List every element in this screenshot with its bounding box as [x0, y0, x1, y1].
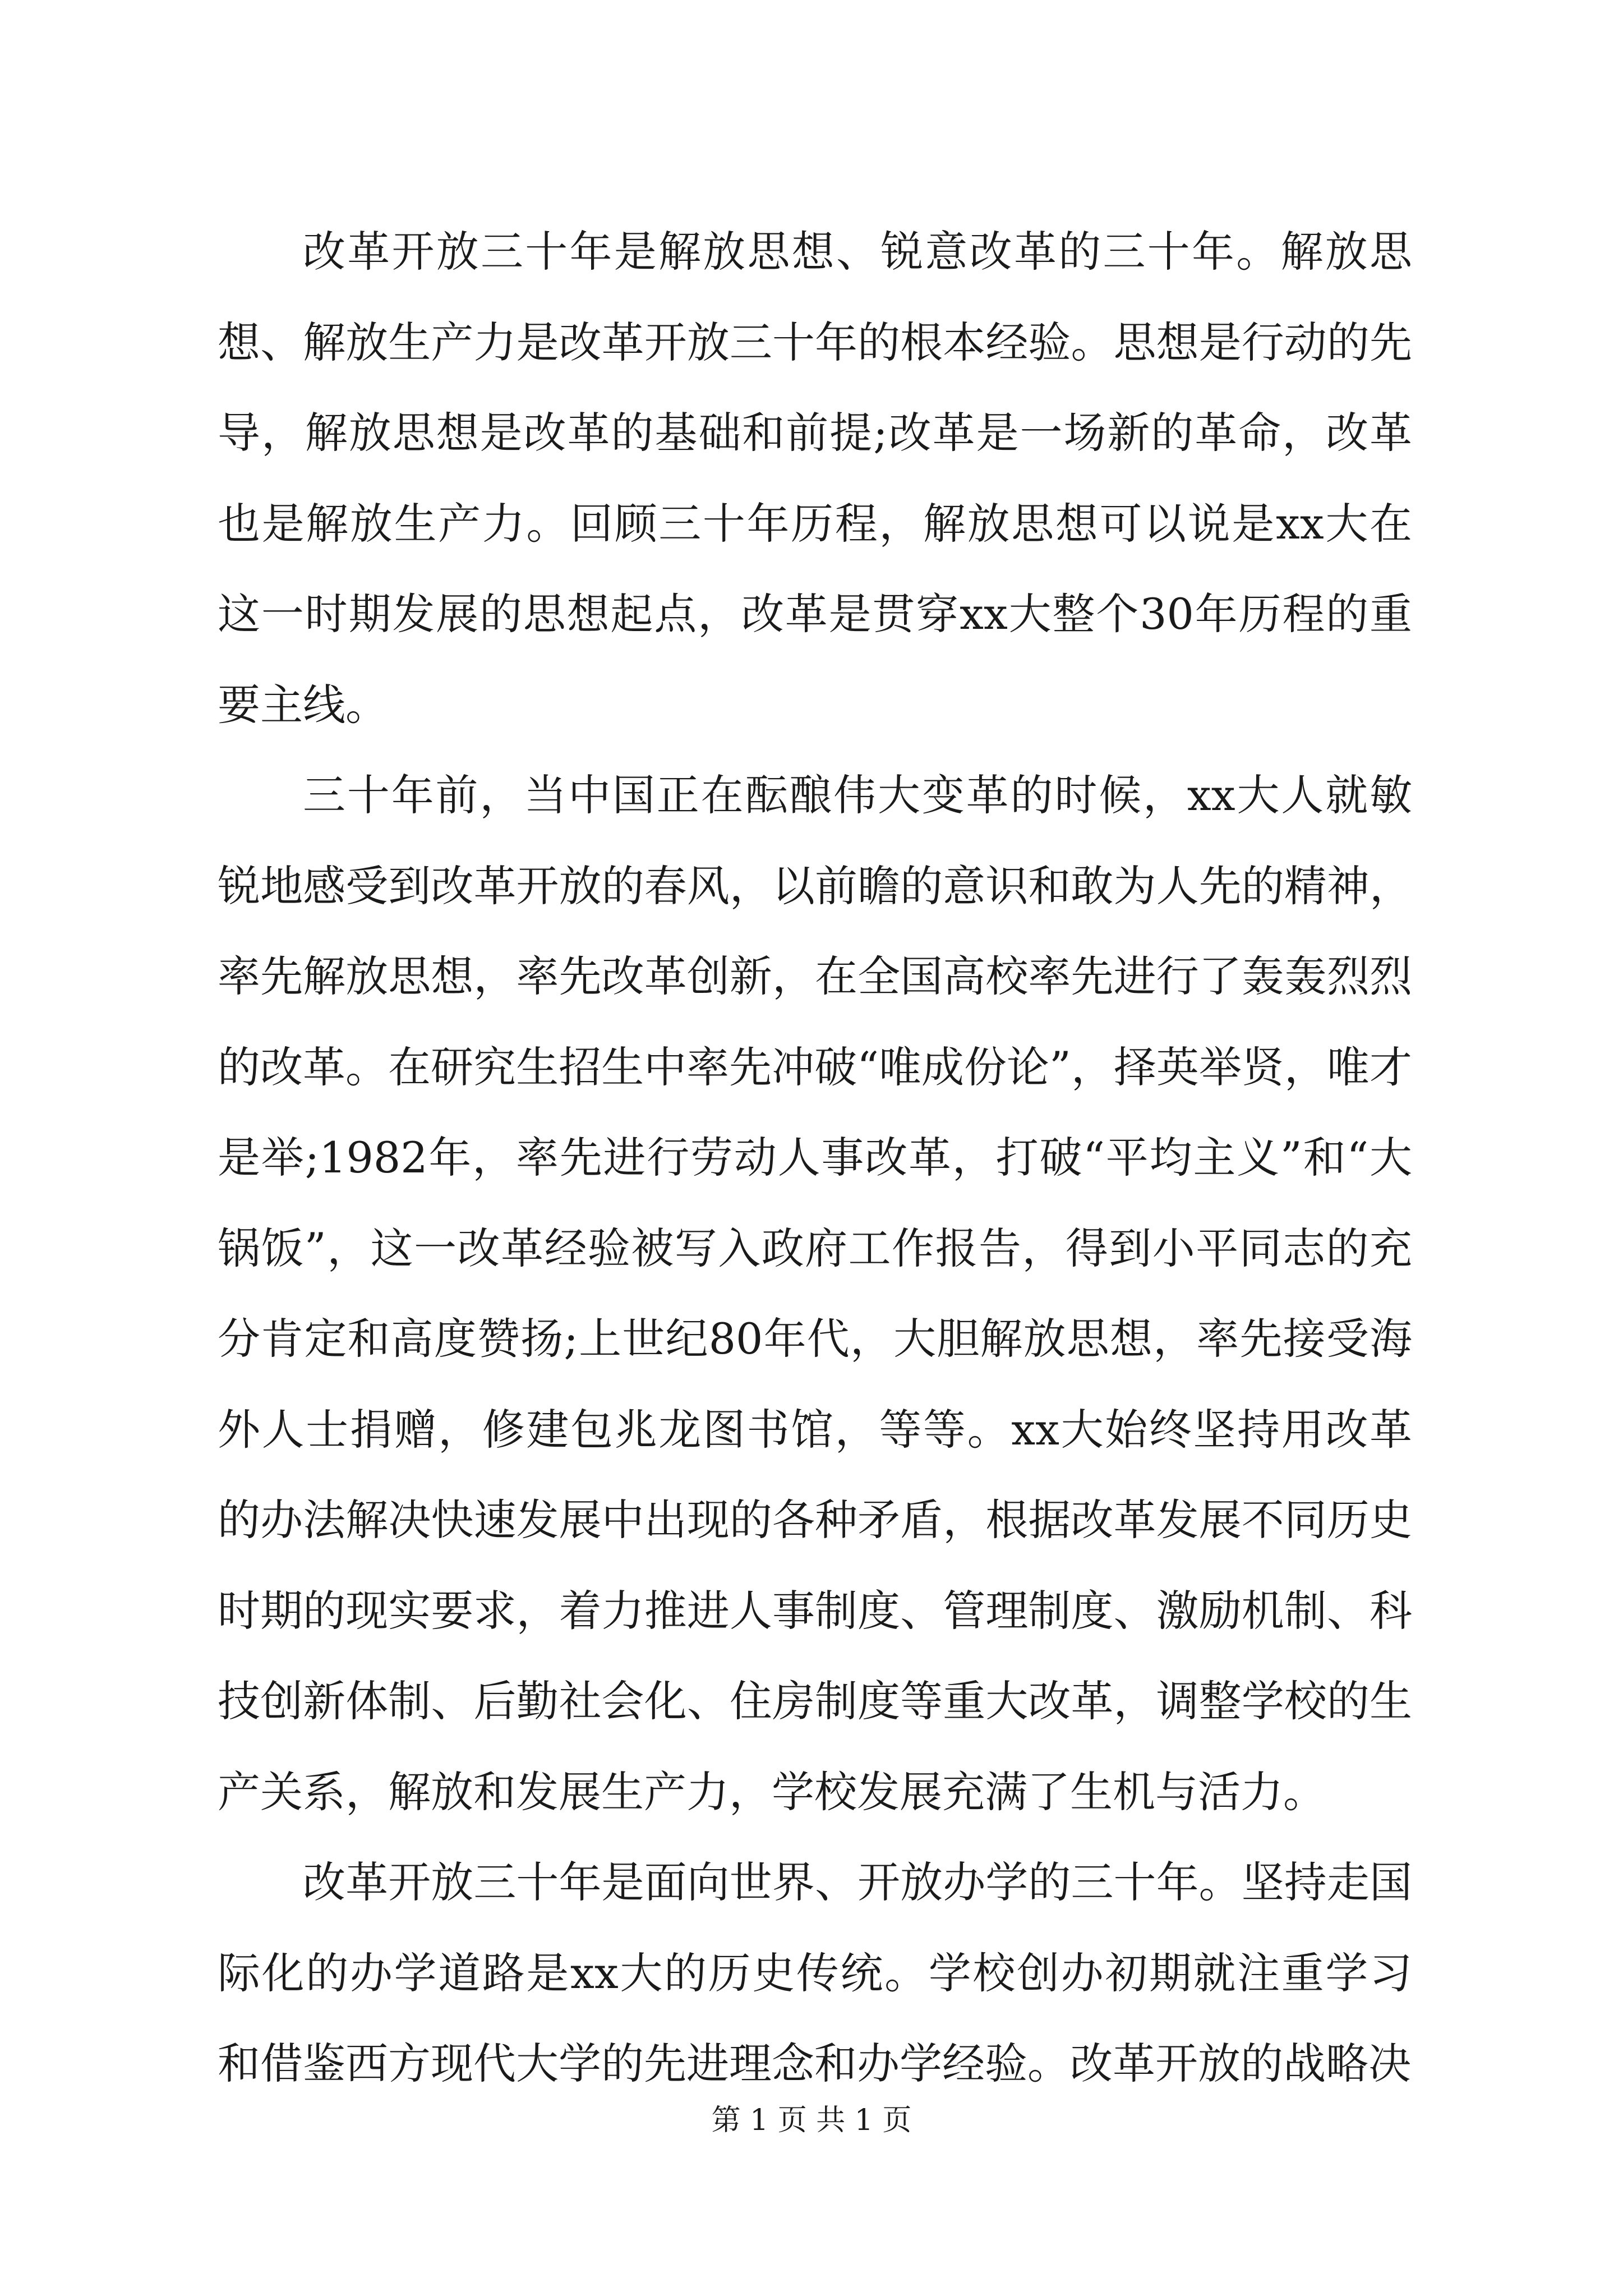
- paragraph-1: 改革开放三十年是解放思想、锐意改革的三十年。解放思想、解放生产力是改革开放三十年的根本经验。思想是行动的先导，解放思想是改革的基础和前提;改革是一场新的革命，改革也是解放生产力。回顾三十年历程，解放思想可以说是xx大在这一时期发展的思想起点，改革是贯穿xx大整个30年历程的重要主线。: [218, 227, 1412, 730]
- paragraph-3: 改革开放三十年是面向世界、开放办学的三十年。坚持走国际化的办学道路是xx大的历史传统。学校创办初期就注重学习和借鉴西方现代大学的先进理念和办学经验。改革开放的战略决: [218, 1857, 1412, 2088]
- page-number-footer: 第 1 页 共 1 页: [711, 2104, 912, 2137]
- paragraph-2: 三十年前，当中国正在酝酿伟大变革的时候，xx大人就敏锐地感受到改革开放的春风，以前瞻的意识和敢为人先的精神，率先解放思想，率先改革创新，在全国高校率先进行了轰轰烈烈的改革。在研究生招生中率先冲破“唯成份论”，择英举贤，唯才是举;1982年，率先进行劳动人事改革，打破“平均主义”和“大锅饭”，这一改革经验被写入政府工作报告，得到小平同志的充分肯定和高度赞扬;上世纪80年代，大胆解放思想，率先接受海外人士捐赠，修建包兆龙图书馆，等等。xx大始终坚持用改革的办法解决快速发展中出现的各种矛盾，根据改革发展不同历史时期的现实要求，着力推进人事制度、管理制度、激励机制、科技创新体制、后勤社会化、住房制度等重大改革，调整学校的生产关系，解放和发展生产力，学校发展充满了生机与活力。: [218, 770, 1412, 1817]
- document-body: [218, 206, 1412, 2109]
